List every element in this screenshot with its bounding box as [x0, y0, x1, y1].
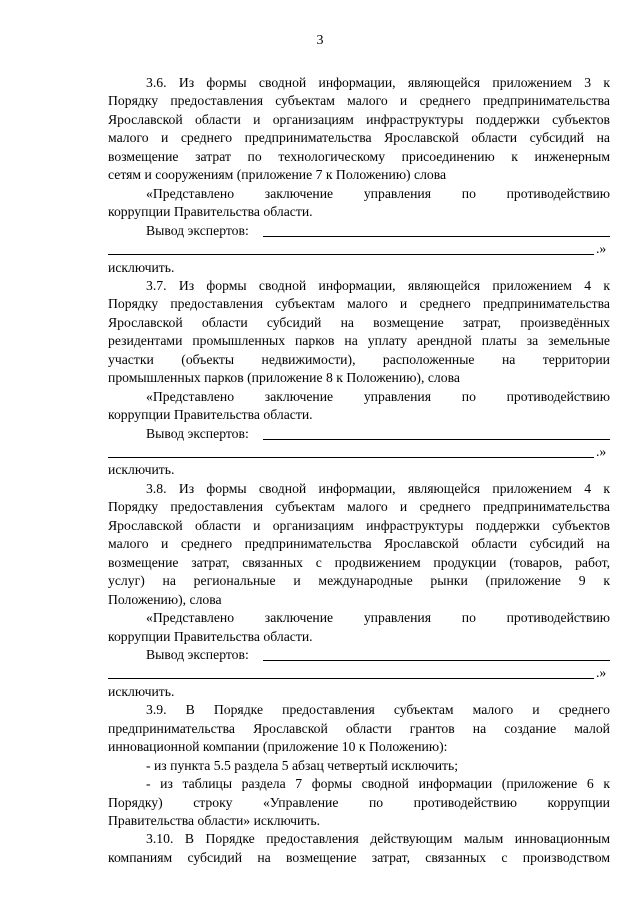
text-line: возмещение затрат, связанных с продвижением продукции (товаров, работ, [108, 554, 610, 570]
text-line: коррупции Правительства области. [108, 628, 313, 644]
text-line: Ярославской области и организациям инфраструктуры поддержки субъектов [108, 111, 610, 127]
text-line: «Представлено заключение управления по противодействию [146, 610, 610, 626]
text-line: компаниям субсидий на возмещение затрат, связанных с производством [108, 849, 610, 865]
closing-quote: .» [596, 241, 607, 257]
text-line: участки (объекты недвижимости), расположенные на территории [108, 351, 610, 367]
experts-field-underline [263, 439, 610, 440]
text-line: 3.8. Из формы сводной информации, являющейся приложением 4 к [146, 480, 610, 496]
text-line: услуг) на региональные и международные рынки (приложение 9 к [108, 573, 610, 589]
text-line: Порядку предоставления субъектам малого и среднего предпринимательства [108, 93, 610, 109]
text-line: Правительства области» исключить. [108, 813, 321, 828]
text-line: Порядку предоставления субъектам малого и среднего предпринимательства [108, 499, 610, 515]
experts-field-label: Вывод экспертов: [146, 222, 249, 238]
text-line: малого и среднего предпринимательства Ярославской области субсидий на [108, 130, 610, 146]
text-line: «Представлено заключение управления по противодействию [146, 388, 610, 404]
text-line: промышленных парков (приложение 8 к Положению), слова [108, 370, 460, 386]
text-line: Порядку предоставления субъектам малого и среднего предпринимательства [108, 296, 610, 312]
text-line: исключить. [108, 462, 175, 478]
text-line: Положению), слова [108, 591, 222, 607]
text-line: возмещение затрат по технологическому присоединению к инженерным [108, 148, 610, 164]
text-line: 3.10. В Порядке предоставления действующим малым инновационным [146, 831, 610, 847]
text-line: коррупции Правительства области. [108, 407, 313, 423]
page-number: 3 [316, 33, 324, 48]
text-line: коррупции Правительства области. [108, 204, 313, 220]
experts-continuation-underline [108, 457, 594, 458]
experts-field-underline [263, 236, 610, 237]
text-line: Ярославской области и организациям инфраструктуры поддержки субъектов [108, 517, 610, 533]
text-line: Порядку) строку «Управление по противодействию коррупции [108, 794, 610, 810]
text-line: - из таблицы раздела 7 формы сводной информации (приложение 6 к [146, 776, 610, 792]
text-line: инновационной компании (приложение 10 к Положению): [108, 739, 448, 755]
text-line: предпринимательства Ярославской области грантов на создание малой [108, 720, 610, 736]
closing-quote: .» [596, 665, 607, 681]
text-line: 3.9. В Порядке предоставления субъектам малого и среднего [146, 702, 610, 718]
text-line: 3.6. Из формы сводной информации, являющейся приложением 3 к [146, 75, 610, 90]
text-line: резидентами промышленных парков на уплату арендной платы за земельные [108, 333, 610, 349]
text-line: - из пункта 5.5 раздела 5 абзац четвертый исключить; [146, 757, 459, 773]
closing-quote: .» [596, 444, 607, 459]
text-line: малого и среднего предпринимательства Ярославской области субсидий на [108, 536, 610, 552]
text-line: исключить. [108, 683, 175, 699]
text-line: Ярославской области субсидий на возмещение затрат, произведённых [108, 314, 610, 330]
text-line: исключить. [108, 259, 175, 275]
experts-field-label: Вывод экспертов: [146, 646, 249, 662]
text-line: 3.7. Из формы сводной информации, являющейся приложением 4 к [146, 277, 610, 293]
experts-field-underline [263, 660, 610, 661]
experts-continuation-underline [108, 678, 594, 679]
text-line: «Представлено заключение управления по противодействию [146, 185, 610, 201]
text-line: сетям и сооружениям (приложение 7 к Положению) слова [108, 167, 447, 183]
experts-field-label: Вывод экспертов: [146, 425, 249, 441]
experts-continuation-underline [108, 254, 594, 255]
